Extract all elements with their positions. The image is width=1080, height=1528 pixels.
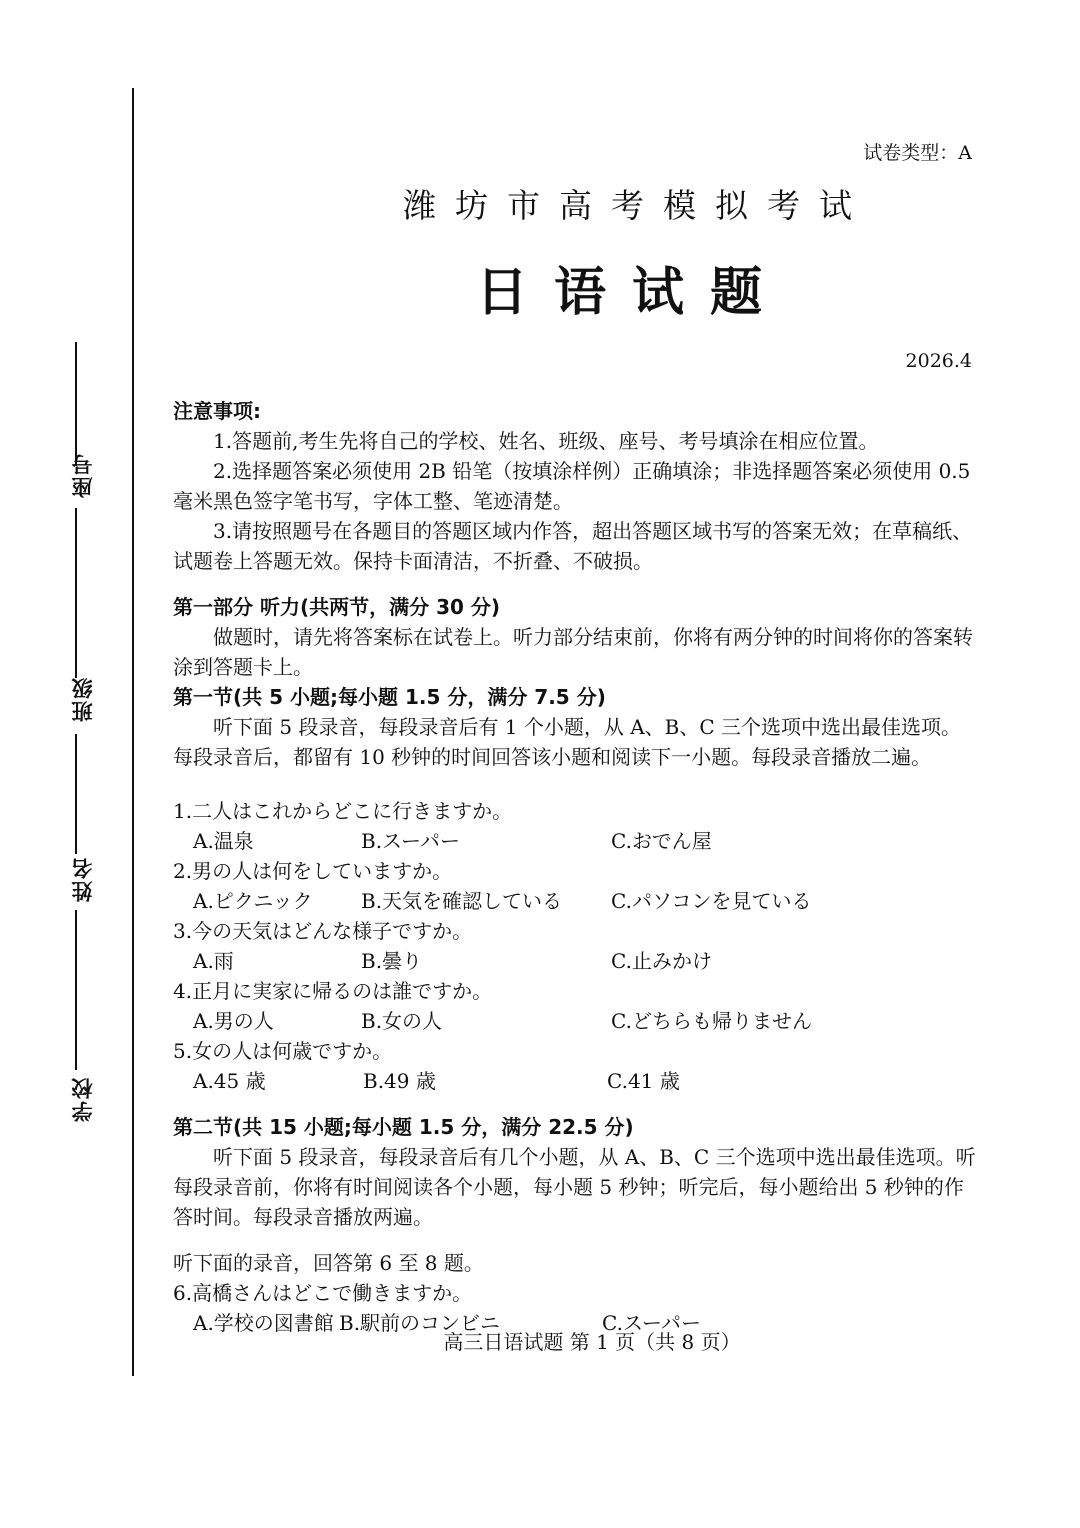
option-c: C.おでん屋 [611,829,712,853]
section1-intro: 听下面 5 段录音，每段录音后有 1 个小题，从 A、B、C 三个选项中选出最佳选项。每段录音后，都留有 10 秒钟的时间回答该小题和阅读下一小题。每段录音播放二遍。 [173,715,962,769]
option-a: A.雨 [193,949,234,973]
option-a: A.45 歳 [193,1069,266,1093]
class-line [75,508,77,678]
note-item: 1.答题前,考生先将自己的学校、姓名、班级、座号、考号填涂在相应位置。 [213,429,879,453]
options-3 [173,946,976,976]
option-c: C.パソコンを見ている [611,889,812,913]
option-a: A.温泉 [193,829,254,853]
page-footer [134,1326,1080,1355]
exam-content [173,396,976,1338]
note-item: 2.选择题答案必须使用 2B 铅笔（按填涂样例）正确填涂；非选择题答案必须使用 0.5 毫米黑色签字笔书写，字体工整、笔迹清楚。 [173,459,971,513]
option-a: A.学校の図書館 [193,1311,334,1335]
section1-title: 第一节(共 5 小题;每小题 1.5 分，满分 7.5 分) [173,685,606,709]
name-field [38,856,98,902]
option-b: B.女の人 [361,1009,443,1033]
options-2 [173,886,976,916]
options-1 [173,826,976,856]
question-6: 6.高橋さんはどこで働きますか。 [173,1281,473,1305]
exam-name: 潍坊市高考模拟考试 [403,186,871,225]
paper-type: 试卷类型：A [863,142,972,164]
option-a: A.男の人 [193,1009,274,1033]
seat-line [75,342,77,466]
name-line [75,734,77,854]
option-b: B.駅前のコンビニ [339,1311,501,1335]
question-3: 3.今の天気はどんな様子ですか。 [173,919,473,943]
spacer [173,1232,976,1248]
group-intro: 听下面的录音，回答第 6 至 8 题。 [173,1251,484,1275]
option-c: C.スーパー [602,1311,701,1335]
question-2: 2.男の人は何をしていますか。 [173,859,453,883]
seat-field [38,452,98,498]
question-1: 1.二人はこれからどこに行きますか。 [173,799,513,823]
part1-title: 第一部分 听力(共两节，满分 30 分) [173,595,501,619]
option-c: C.41 歳 [607,1069,680,1093]
part1-intro: 做题时，请先将答案标在试卷上。听力部分结束前，你将有两分钟的时间将你的答案转涂到答题卡上。 [173,625,973,679]
option-b: B.曇り [361,949,423,973]
question-4: 4.正月に実家に帰るのは誰ですか。 [173,979,493,1003]
option-b: B.49 歳 [363,1069,436,1093]
option-c: C.どちらも帰りません [611,1009,812,1033]
school-line [75,910,77,1070]
class-field [38,676,98,722]
question-5: 5.女の人は何歳ですか。 [173,1039,393,1063]
school-label: 学校 [71,1076,95,1122]
subject-title: 日语试题 [475,263,788,323]
name-label: 姓名 [71,856,95,902]
section2-title: 第二节(共 15 小题;每小题 1.5 分，满分 22.5 分) [173,1115,634,1139]
binding-sidebar [28,0,120,1528]
options-4 [173,1006,976,1036]
option-b: B.スーパー [361,829,461,853]
exam-date: 2026.4 [905,350,972,372]
class-label: 班级 [71,676,95,722]
notes-title: 注意事项: [173,399,261,423]
page-number: 高三日语试题 第 1 页（共 8 页） [443,1330,741,1354]
seat-label: 座号 [71,452,95,498]
section2-intro: 听下面 5 段录音，每段录音后有几个小题，从 A、B、C 三个选项中选出最佳选项。听每段录音前，你将有时间阅读各个小题，每小题 5 秒钟；听完后，每小题给出 5 秒钟的作答时间。每段录音播放两遍。 [173,1145,976,1229]
option-a: A.ピクニック [193,889,313,913]
options-5 [173,1066,976,1096]
option-b: B.天気を確認している [361,889,563,913]
spacer [173,772,976,796]
option-c: C.止みかけ [611,949,712,973]
note-item: 3.请按照题号在各题目的答题区域内作答，超出答题区域书写的答案无效；在草稿纸、试题卷上答题无效。保持卡面清洁，不折叠、不破损。 [173,519,973,573]
school-field [38,1076,98,1122]
